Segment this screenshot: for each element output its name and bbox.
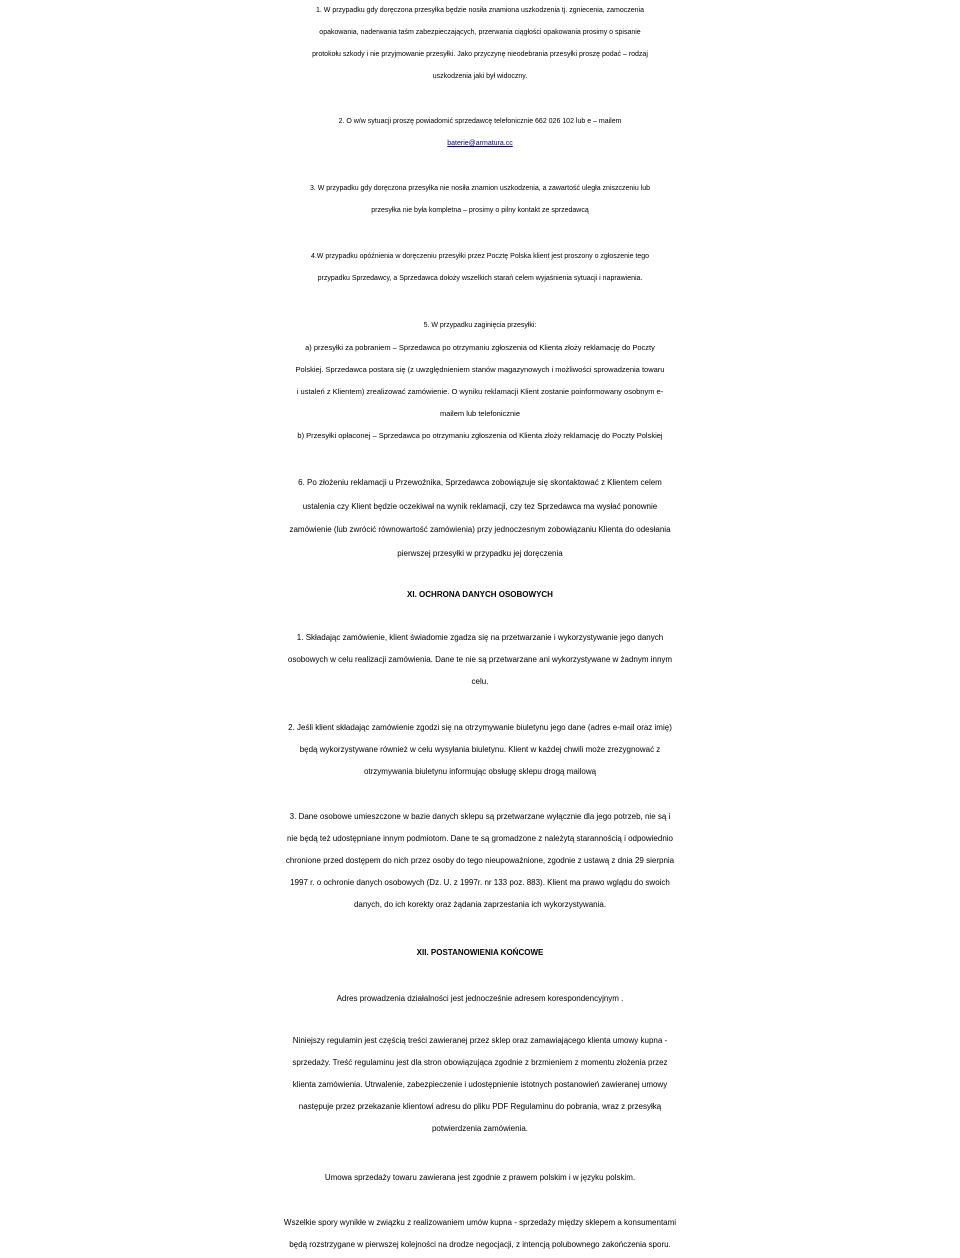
paragraph-personal-data <box>0 806 960 916</box>
section-heading: XI. OCHRONA DANYCH OSOBOWYCH <box>407 590 553 599</box>
text-line: sprzedaży. Treść regulaminu jest dla stron obowiązująca zgodnie z brzmieniem z momentu złożenia przez <box>292 1058 668 1067</box>
paragraph-regulations <box>0 1030 960 1140</box>
paragraph-lost-parcel <box>0 315 960 447</box>
paragraph-notify-seller <box>0 111 960 155</box>
text-line: a) przesyłki za pobraniem – Sprzedawca po otrzymaniu zgłoszenia od Klienta złoży reklamację do Poczty <box>305 343 655 352</box>
text-line: będą rozstrzygane w pierwszej kolejności na drodze negocjacji, z intencją polubownego zakończenia sporu. <box>289 1240 671 1249</box>
text-line: 3. W przypadku gdy doręczona przesyłka nie nosiła znamion uszkodzenia, a zawartość uległa zniszczeniu lub <box>309 185 651 192</box>
paragraph-carrier-complaint <box>0 471 960 565</box>
text-line: 2. O w/w sytuacji proszę powiadomić sprzedawcę telefonicznie 662 026 102 lub e – mailem <box>338 118 622 125</box>
text-line: Wszelkie spory wynikłe w związku z realizowaniem umów kupna - sprzedaży między sklepem a konsumentami <box>283 1218 677 1227</box>
text-line: zamówienie (lub zwrócić równowartość zamówienia) przy jednoczesnym zobowiązaniu Klienta do odesłania <box>289 525 671 534</box>
text-line: następuje przez przekazanie klientowi adresu do pliku PDF Regulaminu do pobrania, wraz z przesyłką <box>298 1102 662 1111</box>
paragraph-consent <box>0 627 960 693</box>
paragraph-newsletter <box>0 717 960 783</box>
text-line: i ustaleń z Klientem) zrealizować zamówienie. O wyniku reklamacji Klient zostanie poinformowany osobnym e- <box>296 387 664 396</box>
text-line: mailem lub telefonicznie <box>439 409 521 418</box>
text-line: otrzymywania biuletynu informując obsługę sklepu drogą mailową <box>363 767 597 776</box>
email-link[interactable]: baterie@armatura.cc <box>447 140 513 147</box>
paragraph-disputes <box>0 1212 960 1256</box>
text-line: osobowych w celu realizacji zamówienia. Dane te nie są przetwarzane ani wykorzystywane w żadnym innym <box>287 655 673 664</box>
text-line: pierwszej przesyłki w przypadku jej doręczenia <box>397 548 563 558</box>
heading-final-provisions <box>0 942 960 964</box>
paragraph-address <box>0 988 960 1010</box>
text-line: 1. Składając zamówienie, klient świadomie zgadza się na przetwarzanie i wykorzystywanie jego danych <box>296 633 664 642</box>
text-line: 4.W przypadku opóźnienia w doręczeniu przesyłki przez Pocztę Polska klient jest proszony o zgłoszenie tego <box>310 253 650 260</box>
heading-data-protection <box>0 584 960 606</box>
paragraph-damaged-parcel <box>0 0 960 88</box>
text-line: 6. Po złożeniu reklamacji u Przewoźnika, Sprzedawca zobowiązuje się skontaktować z Klientem celem <box>298 478 662 487</box>
text-line: danych, do ich korekty oraz żądania zaprzestania ich wykorzystywania. <box>353 900 607 909</box>
paragraph-delivery-delay <box>0 246 960 290</box>
text-line: uszkodzenia jaki był widoczny. <box>432 73 528 80</box>
text-line: 1997 r. o ochronie danych osobowych (Dz. U. z 1997r. nr 133 poz. 883). Klient ma prawo wglądu do swoich <box>290 878 670 887</box>
text-line: 1. W przypadku gdy doręczona przesyłka będzie nosiła znamiona uszkodzenia tj. zgniecenia, zamoczenia <box>315 7 644 14</box>
text-line: przesyłka nie była kompletna – prosimy o pilny kontakt ze sprzedawcą <box>371 207 589 214</box>
section-heading: XII. POSTANOWIENIA KOŃCOWE <box>416 948 544 957</box>
text-line: ustalenia czy Klient będzie oczekiwał na wynik reklamacji, czy tez Sprzedawca ma wysłać ponownie <box>302 501 658 511</box>
text-line: nie będą też udostępniane innym podmiotom. Dane te są gromadzone z należytą starannością i odpowiednio <box>286 834 674 843</box>
text-line: 2. Jeśli klient składając zamówienie zgodzi się na otrzymywanie biuletynu jego dane (adres e-mail oraz imię) <box>288 723 672 732</box>
section-title: 5. W przypadku zaginięcia przesyłki: <box>423 322 537 329</box>
text-line: Adres prowadzenia działalności jest jednocześnie adresem korespondencyjnym . <box>336 994 624 1003</box>
text-line: będą wykorzystywane również w celu wysyłania biuletynu. Klient w każdej chwili może zrezygnować z <box>299 745 661 754</box>
text-line: Niniejszy regulamin jest częścią treści zawieranej przez sklep oraz zamawiającego klienta umowy kupna - <box>292 1036 668 1045</box>
text-line: potwierdzenia zamówienia. <box>431 1124 529 1133</box>
text-line: klienta zamówienia. Utrwalenie, zabezpieczenie i udostępnienie istotnych postanowień zawieranej umowy <box>292 1080 668 1089</box>
text-line: opakowania, naderwania taśm zabezpieczających, przerwania ciągłości opakowania prosimy o spisanie <box>319 29 641 36</box>
text-line: 3. Dane osobowe umieszczone w bazie danych sklepu są przetwarzane wyłącznie dla jego potrzeb, nie są i <box>289 812 671 821</box>
text-line: Polskiej. Sprzedawca postara się (z uwzględnieniem stanów magazynowych i możliwości sprowadzenia towaru <box>295 365 665 374</box>
text-line: przypadku Sprzedawcy, a Sprzedawca dołoży wszelkich starań celem wyjaśnienia sytuacji i naprawienia. <box>317 275 643 282</box>
text-line: b) Przesyłki opłaconej – Sprzedawca po otrzymaniu zgłoszenia od Klienta złoży reklamację do Poczty Polskiej <box>297 431 663 440</box>
text-line: celu. <box>471 677 489 686</box>
text-line: chronione przed dostępem do nich przez osoby do tego nieupoważnione, zgodnie z ustawą z dnia 29 sierpnia <box>285 856 675 865</box>
email-line <box>0 133 960 155</box>
text-line: protokołu szkody i nie przyjmowanie przesyłki. Jako przyczynę nieodebrania przesyłki proszę podać – rodzaj <box>312 51 648 58</box>
paragraph-contents-destroyed <box>0 178 960 222</box>
paragraph-polish-law <box>0 1167 960 1189</box>
text-line: Umowa sprzedaży towaru zawierana jest zgodnie z prawem polskim i w języku polskim. <box>324 1173 636 1182</box>
